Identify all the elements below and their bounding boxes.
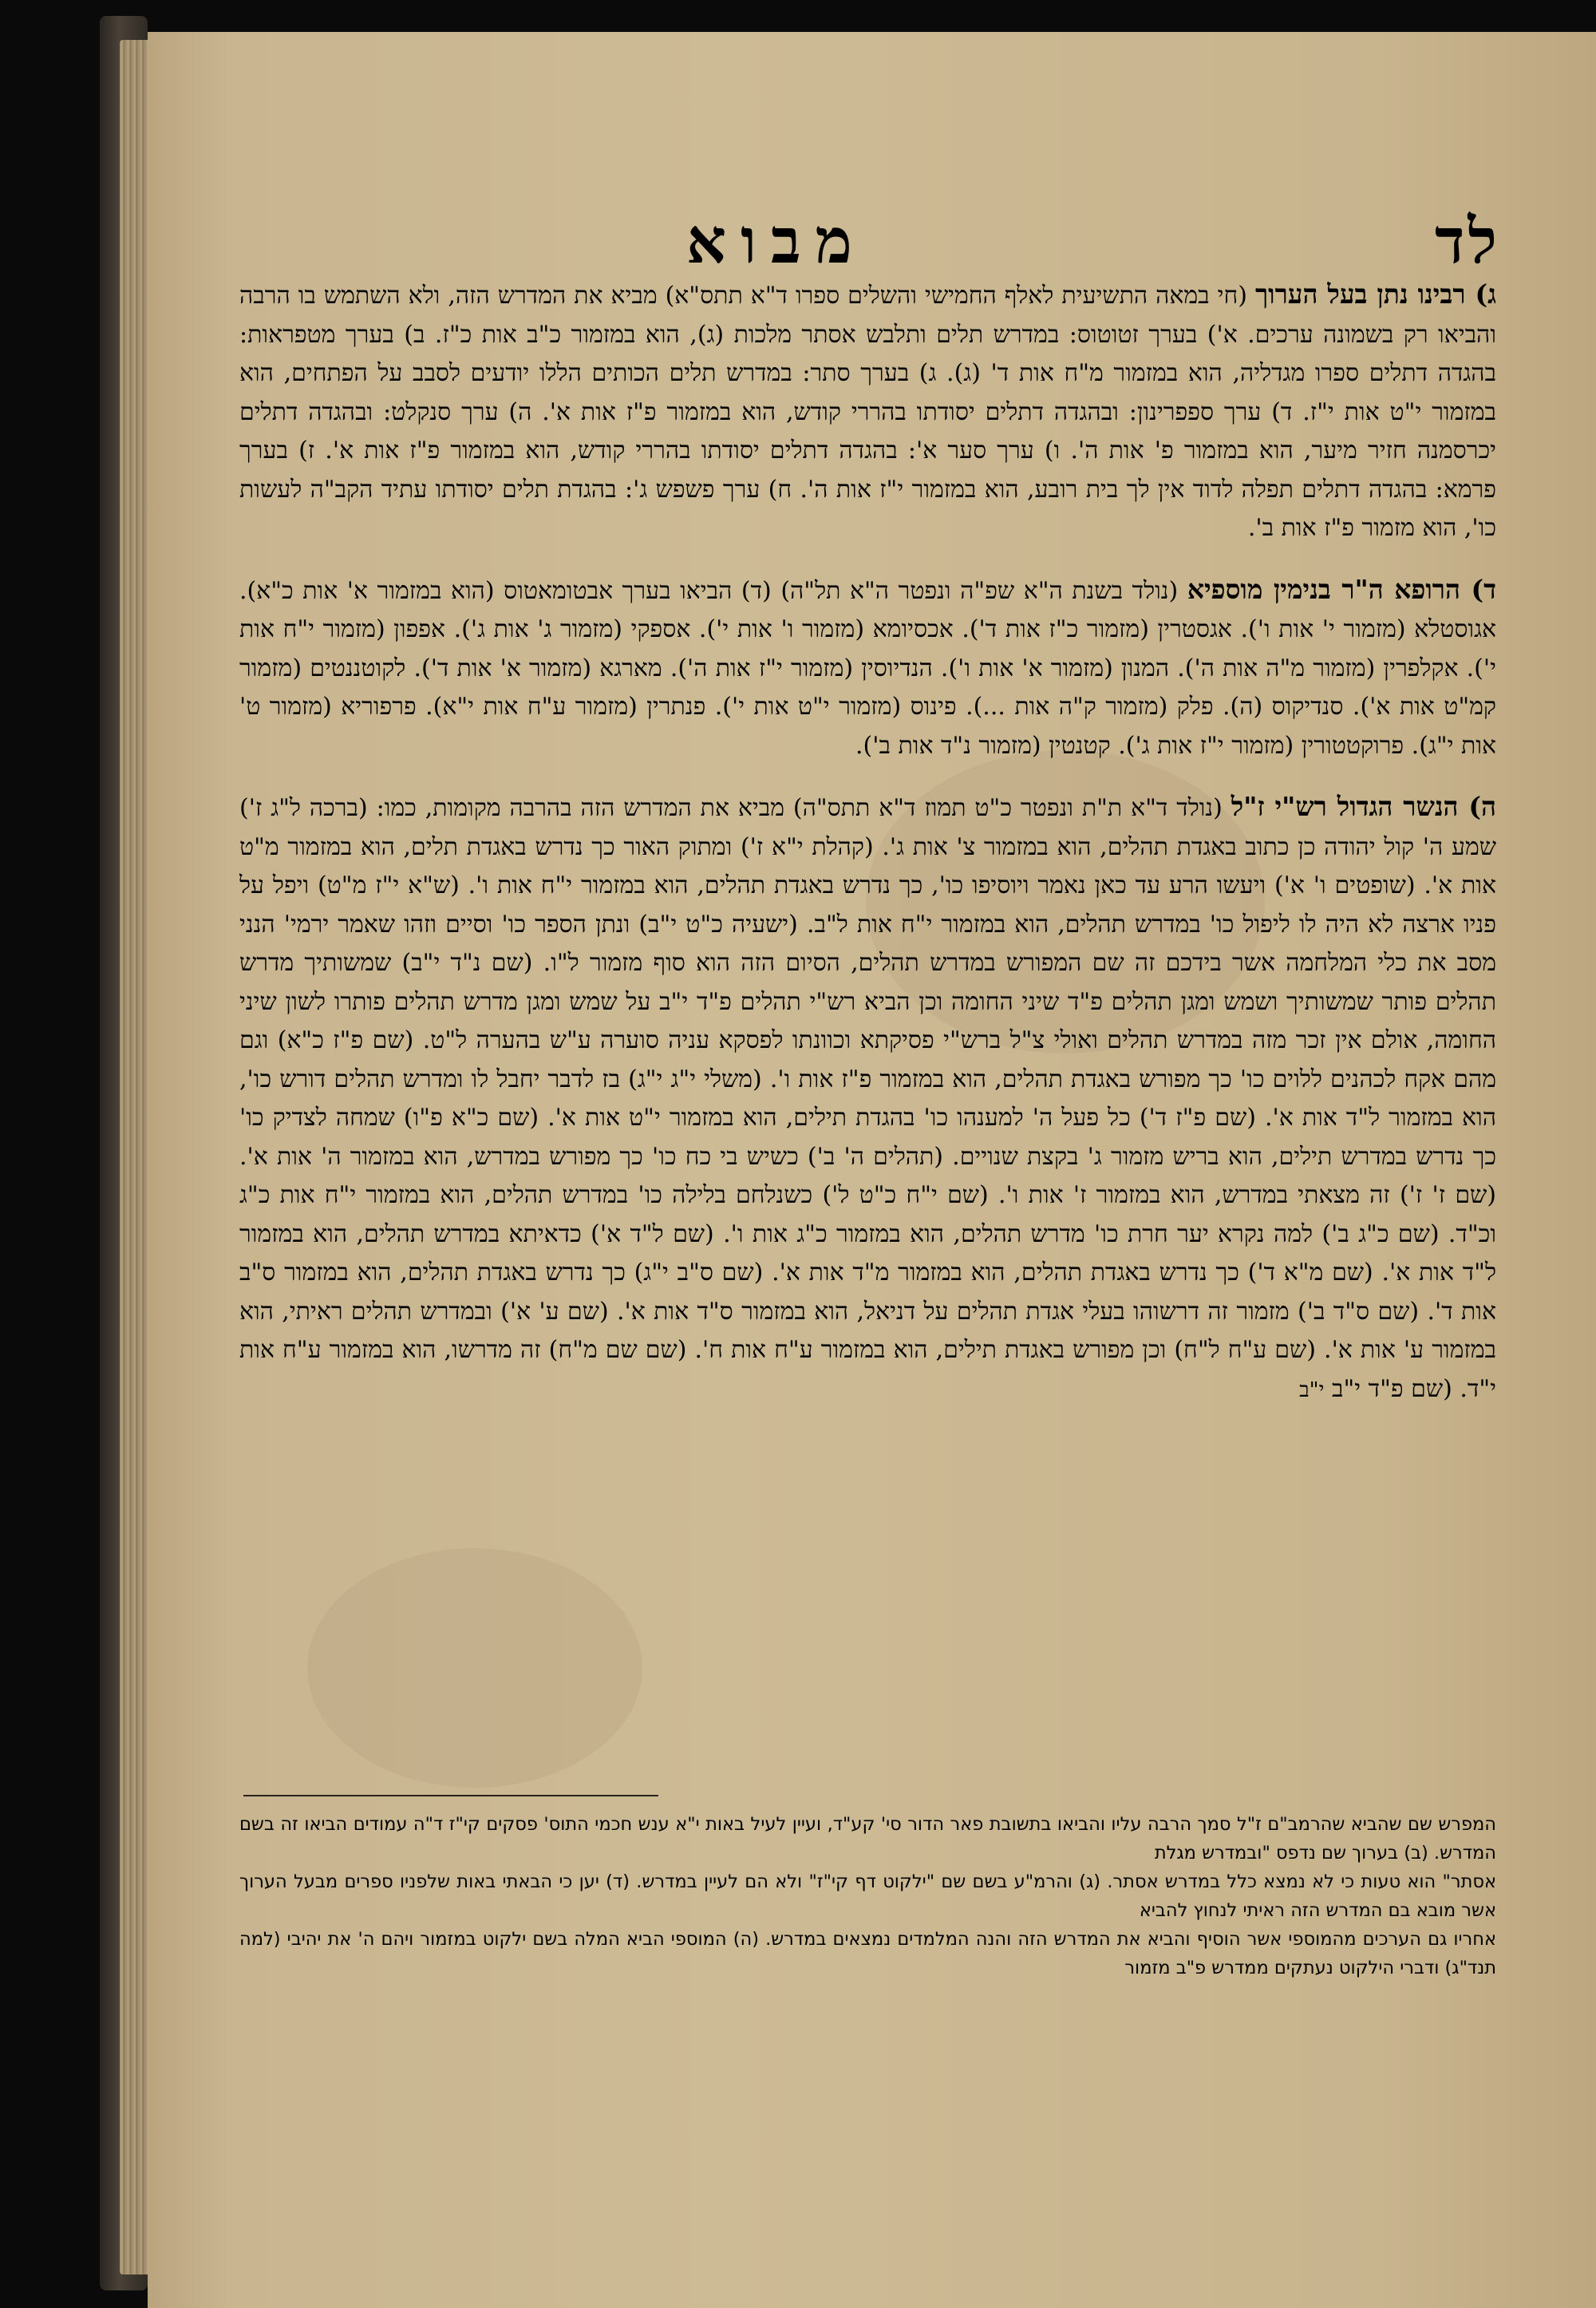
section-lead: ג) רבינו נתן בעל הערוך — [1254, 279, 1496, 310]
paper-stain — [307, 1548, 642, 1788]
footnote-divider — [243, 1795, 658, 1796]
section-musafia — [239, 571, 1496, 766]
section-lead: ד) הרופא ה"ר בנימין מוספיא — [1187, 573, 1496, 605]
section-text: (חי במאה התשיעית לאלף החמישי והשלים ספרו ד"א תתס"א) מביא את המדרש הזה, ולא השתמש בו הרבה והביאו רק בשמונה ערכים. א') בערך זטוטוס: במדרש תלים ותלבש אסתר מלכות (ג), הוא במזמור כ"ב אות כ"ז. ב) בערך מטפראות: בהגדה דתלים ספרו מגדליה, הוא במזמור מ"ח אות ד' (ג). ג) בערך סתר: במדרש תלים הכותים הללו יודעים לסבב על הפתחים, הוא במזמור י"ט אות י"ז. ד) ערך ספפרינון: ובהגדה דתלים יסודתו בהררי קודש, הוא במזמור פ"ז אות א'. ה) ערך סנקלט: ובהגדה דתלים יכרסמנה חזיר מיער, הוא במזמור פ' אות ה'. ו) ערך סער א': בהגדה דתלים יסודתו בהררי קודש, הוא במזמור פ"ז אות א'. ז) בערך פרמא: בהגדה דתלים תפלה לדוד אין לך בית רובע, הוא במזמור י"ז אות ה'. ח) ערך פשפש ג': בהגדת תלים יסודתו עתיד הקב"ה לעשות כו', הוא מזמור פ"ז אות ב'. — [239, 282, 1496, 542]
section-text: (נולד ד"א ת"ת ונפטר כ"ט תמוז ד"א תתס"ה) מביא את המדרש הזה בהרבה מקומות, כמו: (ברכה ל"ג ז') שמע ה' קול יהודה כן כתוב באגדת תהלים, הוא במזמור צ' אות ג'. (קהלת י"א ז') ומתוק האור כך נדרש באגדת תלים, הוא במזמור מ"ט אות א'. (שופטים ו' א') ויעשו הרע עד כאן נאמר ויוסיפו כו', כך נדרש באגדת תהלים, הוא במזמור י"ח אות ו'. (ש"א י"ז מ"ט) ויפל על פניו ארצה לא היה לו ליפול כו' במדרש תהלים, הוא במזמור י"ח אות ל"ב. (ישעיה כ"ט י"ב) ונתן הספר כו' וסיים וזהו שאמר ירמי' הנני מסב את כלי המלחמה אשר בידכם זה שם המפורש במדרש תהלים, הסיום הזה הוא סוף מזמור ל"ו. (שם נ"ד י"ב) שמשותיך מדרש תהלים פותר שמשותיך ושמש ומגן תהלים פ"ד שיני החומה וכן הביא רש"י תהלים פ"ד י"ב על שמש ומגן מדרש תהלים פותרו לשון שיני החומה, אולם אין זכר מזה במדרש תהלים ואולי צ"ל ברש"י פסיקתא וכוונתו לפסקא עניה סוערה ע"ש בהערה ל"ט. (שם פ"ז כ"א) וגם מהם אקח לכהנים ללוים כו' כך מפורש באגדת תהלים, הוא במזמור פ"ז אות ו'. (משלי י"ג י"ג) בז לדבר יחבל לו ומדרש תהלים דורש כו', הוא במזמור ל"ד אות א'. (שם פ"ז ד') כל פעל ה' למענהו כו' בהגדת תילים, הוא במזמור י"ט אות א'. (שם כ"א פ"ו) שמחה לצדיק כו' כך נדרש במדרש תילים, הוא בריש מזמור ג' בקצת שנויים. (תהלים ה' ב') כשיש בי כח כו' כך מפורש במדרש, הוא במזמור ה' אות א'. (שם ז' ז') זה מצאתי במדרש, הוא במזמור ז' אות ו'. (שם י"ח כ"ט ל') כשנלחם בלילה כו' במדרש תהלים, הוא במזמור י"ח אות כ"ג וכ"ד. (שם כ"ג ב') למה נקרא יער חרת כו' מדרש תהלים, הוא במזמור כ"ג אות ו'. (שם ל"ד א') כדאיתא במדרש תהלים, הוא במזמור ל"ד אות א'. (שם מ"א ד') כך נדרש באגדת תהלים, הוא במזמור מ"ד אות א'. (שם ס"ב י"ג) כך נדרש באגדת תהלים, הוא במזמור ס"ב אות ד'. (שם ס"ד ב') מזמור זה דרשוהו בעלי אגדת תהלים על דניאל, הוא במזמור ס"ד אות א'. (שם ע' א') ובמדרש תהלים ראיתי, הוא במזמור ע' אות א'. (שם ע"ח ל"ח) וכן מפורש באגדת תילים, הוא במזמור ע"ח אות ח'. (שם שם מ"ח) זה מדרשו, הוא במזמור ע"ח אות י"ד. (שם פ"ד י"ב — [239, 794, 1496, 1403]
running-title: מבוא — [686, 205, 867, 278]
page-number: לד — [1434, 205, 1500, 278]
section-lead: ה) הנשר הגדול רש"י ז"ל — [1231, 791, 1496, 822]
footnote-line: אסתר" הוא טעות כי לא נמצא כלל במדרש אסתר. (ג) והרמ"ע בשם שם "ילקוט דף קי"ז" ולא הם לעיין במדרש. (ד) יען כי הבאתי באות שלפניו ספרים מבעל הערוך אשר מובא בם המדרש הזה ראיתי לנחוץ להביא — [239, 1871, 1496, 1921]
page-header — [239, 204, 1500, 279]
section-text: (נולד בשנת ה"א שפ"ה ונפטר ה"א תל"ה) (ד) הביאו בערך אבטומאטוס (הוא במזמור א' אות כ"א). אגוסטלא (מזמור י' אות ו'). אגסטרין (מזמור כ"ז אות ד'). אכסיומא (מזמור ו' אות י'). אספקי (מזמור ג' אות ג'). אפפון (מזמור י"ח אות י'). אקלפרין (מזמור מ"ה אות ה'). המנון (מזמור א' אות ו'). הנדיוסין (מזמור י"ז אות ה'). מארגא (מזמור א' אות ד'). לקוטננטים (מזמור קמ"ט אות א'). סנדיקוס (ה). פלק (מזמור ק"ה אות ...). פינוס (מזמור י"ט אות י'). פנתרין (מזמור ע"ח אות י"א). פרפוריא (מזמור ט' אות י"ג). פרוקטטורין (מזמור י"ז אות ג'). קטנטין (מזמור נ"ד אות ב'). — [239, 576, 1496, 760]
catchword: י"ב — [1299, 1377, 1325, 1402]
section-rashi — [239, 788, 1496, 1409]
footnote-line: אחריו גם הערכים מהמוספי אשר הוסיף והביא את המדרש הזה והנה המלמדים נמצאים במדרש. (ה) המוספי הביא המלה בשם ילקוט במזמור ויהם ה' את יהיבי (למה תנד"ג) ודברי הילקוט נעתקים ממדרש פ"ב מזמור — [239, 1929, 1496, 1978]
footnote-line: המפרש שם שהביא שהרמב"ם ז"ל סמך הרבה עליו והביאו בתשובת פאר הדור סי' קע"ד, ועיין לעיל באות י"א ענש חכמי התוס' פסקים קי"ז ד"ה עמודים הביאו זה בשם המדרש. (ב) בערוך שם נדפס "ובמדרש מגלת — [239, 1814, 1496, 1863]
section-aruch — [239, 275, 1496, 548]
main-text — [239, 275, 1496, 1432]
footnotes — [239, 1810, 1496, 1982]
